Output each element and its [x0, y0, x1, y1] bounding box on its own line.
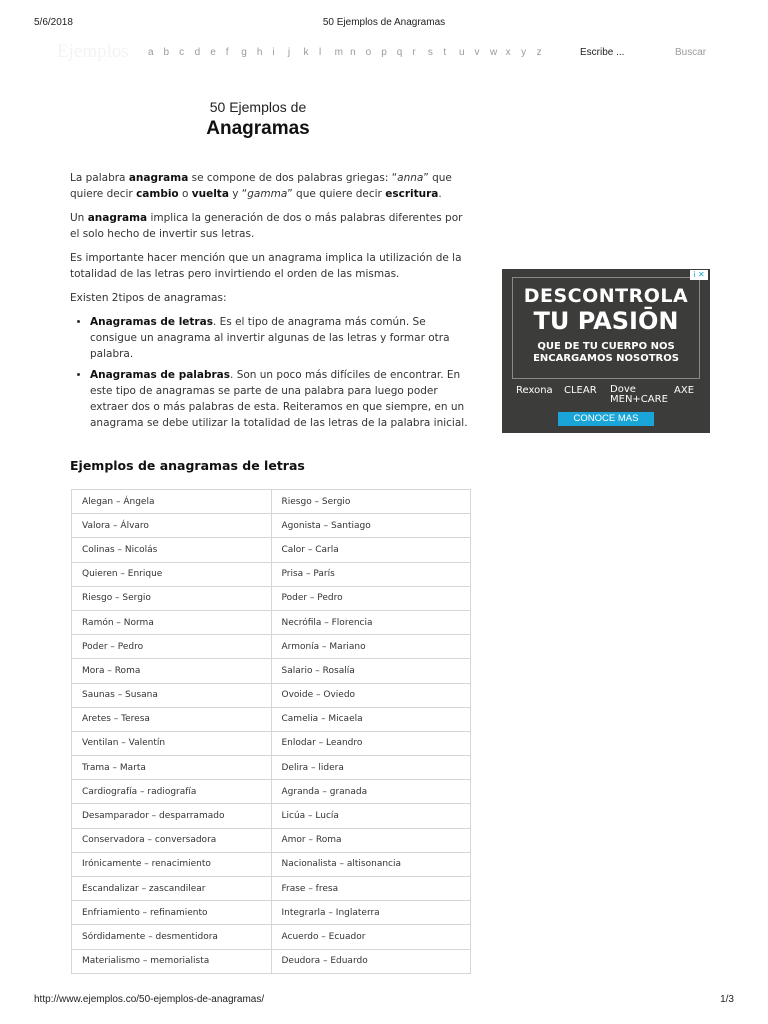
ad-cta-button[interactable]: CONOCE MAS: [558, 412, 654, 426]
table-cell: Nacionalista – altisonancia: [271, 852, 471, 876]
brand-clear-logo: CLEAR: [564, 385, 597, 396]
alphabet-letter-j[interactable]: j: [287, 47, 291, 58]
table-row: [72, 756, 471, 780]
alphabet-letter-k[interactable]: k: [303, 47, 309, 58]
table-cell: Amor – Roma: [271, 828, 471, 852]
alphabet-letter-t[interactable]: t: [443, 47, 447, 58]
table-cell: Cardiografía – radiografía: [72, 780, 272, 804]
section-title: Ejemplos de anagramas de letras: [70, 458, 305, 473]
alphabet-letter-l[interactable]: l: [319, 47, 322, 58]
table-cell: Irónicamente – renacimiento: [72, 852, 272, 876]
table-cell: Materialismo – memorialista: [72, 949, 272, 973]
brand-rexona-logo: Rexona: [516, 385, 553, 396]
page-title: Anagramas: [206, 118, 310, 139]
alphabet-letter-y[interactable]: y: [521, 47, 527, 58]
table-cell: Calor – Carla: [271, 538, 471, 562]
paragraph-meaning: Un anagrama implica la generación de dos o más palabras diferentes por el solo hecho de invertir sus letras.: [70, 212, 463, 240]
table-row: [72, 852, 471, 876]
table-cell: Escandalizar – zascandilear: [72, 877, 272, 901]
alphabet-letter-g[interactable]: g: [241, 47, 247, 58]
alphabet-letter-a[interactable]: a: [148, 47, 154, 58]
paragraph-note: Es importante hacer mención que un anagrama implica la utilización de la totalidad de las letras pero invirtiendo el orden de las mismas.: [70, 252, 462, 280]
page-title-prefix: 50 Ejemplos de: [209, 99, 307, 115]
table-cell: Frase – fresa: [271, 877, 471, 901]
brand-axe-logo: AXE: [674, 385, 695, 396]
ad-choices-icon[interactable]: i ✕: [690, 270, 708, 280]
table-cell: Conservadora – conversadora: [72, 828, 272, 852]
ad-brands: [502, 381, 710, 409]
table-row: [72, 901, 471, 925]
alphabet-letter-x[interactable]: x: [505, 47, 511, 58]
alphabet-letter-f[interactable]: f: [225, 47, 229, 58]
table-cell: Poder – Pedro: [72, 635, 272, 659]
table-cell: Mora – Roma: [72, 659, 272, 683]
table-cell: Desamparador – desparramado: [72, 804, 272, 828]
table-row: [72, 731, 471, 755]
table-cell: Agonista – Santiago: [271, 514, 471, 538]
alphabet-letter-s[interactable]: s: [427, 47, 433, 58]
search-input[interactable]: Escribe ...: [580, 47, 625, 58]
table-cell: Riesgo – Sergio: [72, 586, 272, 610]
table-cell: Saunas – Susana: [72, 683, 272, 707]
anagram-table: [71, 489, 471, 974]
table-cell: Enlodar – Leandro: [271, 731, 471, 755]
table-row: [72, 635, 471, 659]
table-row: [72, 707, 471, 731]
table-cell: Ramón – Norma: [72, 610, 272, 634]
list-item: • Anagramas de palabras. Son un poco más difíciles de encontrar. En este tipo de anagramas se parte de una palabra para luego poder extraer dos o más palabras de esta. Reiteramos en que siempre, en un anagrama se debe utilizar la totalidad de las letras de la palabra inicial.: [90, 367, 472, 431]
table-cell: Quieren – Enrique: [72, 562, 272, 586]
table-row: [72, 586, 471, 610]
table-cell: Armonía – Mariano: [271, 635, 471, 659]
table-cell: Trama – Marta: [72, 756, 272, 780]
alphabet-letter-d[interactable]: d: [194, 47, 201, 58]
alphabet-letter-o[interactable]: o: [365, 47, 372, 58]
table-cell: Aretes – Teresa: [72, 707, 272, 731]
paragraph-definition: La palabra anagrama se compone de dos palabras griegas: “anna” que quiere decir cambio o vuelta y “gamma” que quiere decir escritura.: [70, 172, 452, 200]
ad-tagline: QUE DE TU CUERPO NOS ENCARGAMOS NOSOTROS: [533, 341, 679, 364]
alphabet-letter-v[interactable]: v: [474, 47, 480, 58]
table-cell: Agranda – granada: [271, 780, 471, 804]
alphabet-letter-e[interactable]: e: [210, 47, 216, 58]
alphabet-letter-r[interactable]: r: [412, 47, 416, 58]
table-row: [72, 949, 471, 973]
table-cell: Sórdidamente – desmentidora: [72, 925, 272, 949]
alphabet-letter-u[interactable]: u: [458, 47, 465, 58]
table-cell: Poder – Pedro: [271, 586, 471, 610]
article-body: [70, 170, 472, 436]
print-footer: [0, 994, 768, 1008]
table-row: [72, 538, 471, 562]
table-row: [72, 925, 471, 949]
table-row: [72, 610, 471, 634]
types-list: [70, 314, 472, 431]
table-row: [72, 780, 471, 804]
table-row: [72, 514, 471, 538]
search-button[interactable]: Buscar: [675, 47, 707, 58]
table-cell: Deudora – Eduardo: [271, 949, 471, 973]
print-url[interactable]: http://www.ejemplos.co/50-ejemplos-de-anagramas/: [34, 994, 265, 1005]
alphabet-letter-c[interactable]: c: [179, 47, 185, 58]
table-cell: Enfriamiento – refinamiento: [72, 901, 272, 925]
site-nav: [0, 41, 768, 64]
table-cell: Salario – Rosalía: [271, 659, 471, 683]
table-cell: Valora – Álvaro: [72, 514, 272, 538]
table-cell: Prisa – París: [271, 562, 471, 586]
alphabet-index: [148, 47, 552, 58]
advertisement-banner[interactable]: [502, 269, 710, 433]
table-cell: Licúa – Lucía: [271, 804, 471, 828]
table-cell: Ventilan – Valentín: [72, 731, 272, 755]
table-cell: Riesgo – Sergio: [271, 490, 471, 514]
table-cell: Ovoide – Oviedo: [271, 683, 471, 707]
table-row: [72, 659, 471, 683]
brand-dove-logo: Dove MEN+CARE: [610, 384, 668, 405]
table-cell: Delira – lidera: [271, 756, 471, 780]
table-row: [72, 877, 471, 901]
table-row: [72, 490, 471, 514]
site-logo[interactable]: Ejemplos: [57, 41, 129, 62]
alphabet-letter-p[interactable]: p: [381, 47, 387, 58]
table-cell: Alegan – Ángela: [72, 490, 272, 514]
alphabet-letter-h[interactable]: h: [256, 47, 263, 58]
print-title: 50 Ejemplos de Anagramas: [322, 17, 446, 28]
alphabet-letter-i[interactable]: i: [272, 47, 275, 58]
alphabet-letter-n[interactable]: n: [350, 47, 356, 58]
print-date: 5/6/2018: [34, 17, 73, 28]
alphabet-letter-z[interactable]: z: [536, 47, 542, 58]
alphabet-letter-m[interactable]: m: [334, 47, 343, 58]
ad-headline-2: TU PASIŌN: [533, 307, 679, 335]
table-row: [72, 828, 471, 852]
table-cell: Colinas – Nicolás: [72, 538, 272, 562]
alphabet-letter-b[interactable]: b: [163, 47, 170, 58]
table-cell: Necrófila – Florencia: [271, 610, 471, 634]
table-cell: Acuerdo – Ecuador: [271, 925, 471, 949]
table-row: [72, 683, 471, 707]
alphabet-letter-q[interactable]: q: [396, 47, 403, 58]
paragraph-types-intro: Existen 2tipos de anagramas:: [70, 292, 227, 304]
table-cell: Camelia – Micaela: [271, 707, 471, 731]
print-header: [0, 17, 768, 31]
list-item: • Anagramas de letras. Es el tipo de anagrama más común. Se consigue un anagrama al invertir algunas de las letras y formar otra palabra.: [90, 314, 472, 362]
table-row: [72, 562, 471, 586]
ad-headline: DESCONTROLA: [523, 285, 689, 307]
table-cell: Integrarla – Inglaterra: [271, 901, 471, 925]
alphabet-letter-w[interactable]: w: [490, 47, 498, 58]
table-row: [72, 804, 471, 828]
page-number: 1/3: [720, 994, 734, 1005]
